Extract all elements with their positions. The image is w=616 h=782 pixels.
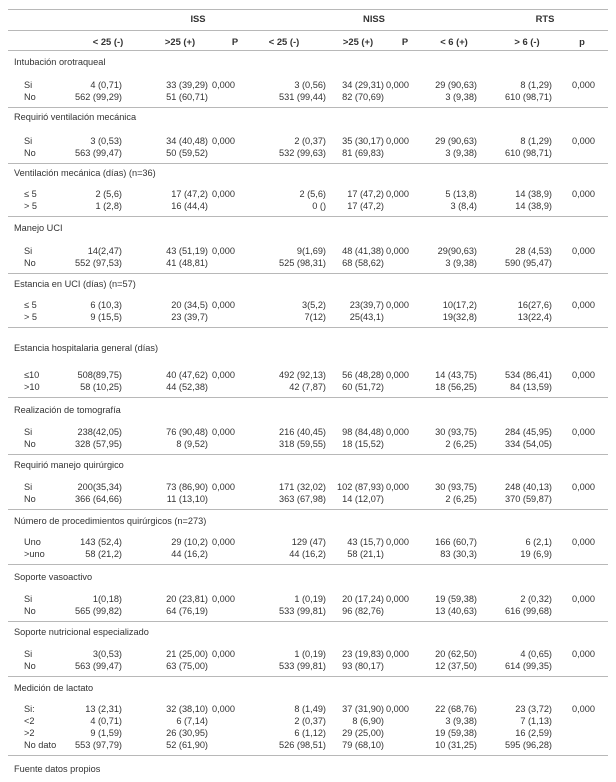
- row-label: Si: [24, 649, 33, 659]
- row-label: Si: [24, 80, 33, 90]
- table-cell: 7(12): [304, 312, 326, 322]
- table-cell: 0,000: [572, 704, 595, 714]
- table-cell: 552 (97,53): [75, 258, 122, 268]
- table-cell: 0,000: [572, 482, 595, 492]
- table-cell: 83 (30,3): [440, 549, 477, 559]
- table-cell: 2 (5,6): [299, 189, 326, 199]
- table-cell: 96 (82,76): [342, 606, 384, 616]
- table-cell: 19 (59,38): [435, 728, 477, 738]
- table-cell: 84 (13,59): [510, 382, 552, 392]
- section-divider: [8, 327, 608, 328]
- row-label: No: [24, 661, 36, 671]
- section-title: Estancia en UCI (días) (n=57): [14, 279, 136, 289]
- table-cell: 44 (16,2): [171, 549, 208, 559]
- table-cell: 492 (92,13): [279, 370, 326, 380]
- table-cell: 3 (9,38): [445, 92, 477, 102]
- table-cell: 102 (87,93): [337, 482, 384, 492]
- table-cell: 533 (99,81): [279, 661, 326, 671]
- table-cell: 2 (5,6): [95, 189, 122, 199]
- row-label: No: [24, 439, 36, 449]
- table-cell: 0,000: [572, 537, 595, 547]
- section-title: Requirió ventilación mecánica: [14, 112, 137, 122]
- row-label: Si:: [24, 704, 35, 714]
- table-cell: 37 (31,90): [342, 704, 384, 714]
- table-cell: 81 (69,83): [342, 148, 384, 158]
- table-cell: 0,000: [572, 246, 595, 256]
- table-cell: 0,000: [386, 427, 409, 437]
- row-label: ≤ 5: [24, 300, 37, 310]
- table-cell: 318 (59,55): [279, 439, 326, 449]
- table-cell: 171 (32,02): [279, 482, 326, 492]
- section-divider: [8, 273, 608, 274]
- table-cell: 0,000: [386, 482, 409, 492]
- table-cell: 14 (38,9): [515, 201, 552, 211]
- table-cell: 526 (98,51): [279, 740, 326, 750]
- table-cell: 2 (6,25): [445, 439, 477, 449]
- row-label: Si: [24, 246, 33, 256]
- table-cell: 0,000: [572, 649, 595, 659]
- table-cell: 34 (29,31): [342, 80, 384, 90]
- table-cell: 1 (0,19): [294, 649, 326, 659]
- table-cell: 26 (30,95): [166, 728, 208, 738]
- group-header: ISS: [190, 13, 206, 24]
- table-cell: 42 (7,87): [289, 382, 326, 392]
- table-cell: 18 (15,52): [342, 439, 384, 449]
- section-title: Número de procedimientos quirúrgicos (n=273): [14, 516, 207, 526]
- row-label: >10: [24, 382, 40, 392]
- table-cell: 0,000: [386, 649, 409, 659]
- table-cell: 22 (68,76): [435, 704, 477, 714]
- table-cell: 238(42,05): [77, 427, 122, 437]
- table-cell: 3 (0,56): [294, 80, 326, 90]
- table-cell: 616 (99,68): [505, 606, 552, 616]
- table-cell: 0,000: [212, 370, 235, 380]
- row-label: > 5: [24, 201, 38, 211]
- table-cell: 48 (41,38): [342, 246, 384, 256]
- table-cell: 82 (70,69): [342, 92, 384, 102]
- group-header: RTS: [535, 13, 555, 24]
- table-cell: 0,000: [572, 427, 595, 437]
- table-cell: 35 (30,17): [342, 136, 384, 146]
- table-cell: 63 (75,00): [166, 661, 208, 671]
- section-divider: [8, 397, 608, 398]
- table-cell: 9 (15,5): [90, 312, 122, 322]
- table-cell: 0,000: [212, 189, 235, 199]
- section-divider: [8, 509, 608, 510]
- table-cell: 610 (98,71): [505, 148, 552, 158]
- table-cell: 58 (21,1): [347, 549, 384, 559]
- row-label: <2: [24, 716, 35, 726]
- table-cell: 76 (90,48): [166, 427, 208, 437]
- table-cell: 2 (0,37): [294, 136, 326, 146]
- table-cell: 3(5,2): [301, 300, 326, 310]
- group-rule: [8, 30, 608, 31]
- table-cell: 8 (1,29): [520, 136, 552, 146]
- table-cell: 68 (58,62): [342, 258, 384, 268]
- table-cell: 13 (2,31): [85, 704, 122, 714]
- table-cell: 41 (48,81): [166, 258, 208, 268]
- table-cell: 17 (47,2): [347, 189, 384, 199]
- table-cell: 143 (52,4): [80, 537, 122, 547]
- table-cell: 284 (45,95): [505, 427, 552, 437]
- table-cell: 21 (25,00): [166, 649, 208, 659]
- section-title: Ventilación mecánica (días) (n=36): [14, 168, 156, 178]
- table-cell: 40 (47,62): [166, 370, 208, 380]
- row-label: Si: [24, 594, 33, 604]
- row-label: >2: [24, 728, 35, 738]
- section-title: Soporte nutricional especializado: [14, 627, 149, 637]
- table-cell: 32 (38,10): [166, 704, 208, 714]
- table-cell: 20 (62,50): [435, 649, 477, 659]
- row-label: No: [24, 606, 36, 616]
- table-cell: 34 (40,48): [166, 136, 208, 146]
- table-cell: 1 (0,19): [294, 594, 326, 604]
- section-title: Intubación orotraqueal: [14, 57, 106, 67]
- table-cell: 0,000: [572, 300, 595, 310]
- table-cell: 525 (98,31): [279, 258, 326, 268]
- row-label: ≤ 5: [24, 189, 37, 199]
- row-label: Si: [24, 136, 33, 146]
- section-divider: [8, 163, 608, 164]
- table-cell: 13 (40,63): [435, 606, 477, 616]
- table-cell: 553 (97,79): [75, 740, 122, 750]
- table-cell: 30 (93,75): [435, 482, 477, 492]
- table-cell: 29(90,63): [437, 246, 477, 256]
- table-cell: 60 (51,72): [342, 382, 384, 392]
- top-rule: [8, 9, 608, 10]
- table-cell: 58 (21,2): [85, 549, 122, 559]
- table-cell: 328 (57,95): [75, 439, 122, 449]
- table-cell: 370 (59,87): [505, 494, 552, 504]
- table-cell: 6 (7,14): [176, 716, 208, 726]
- column-header: < 25 (-): [92, 36, 124, 47]
- table-cell: 16 (44,4): [171, 201, 208, 211]
- row-label: No dato: [24, 740, 57, 750]
- table-cell: 590 (95,47): [505, 258, 552, 268]
- table-cell: 8 (6,90): [352, 716, 384, 726]
- table-cell: 3 (0,53): [90, 136, 122, 146]
- section-title: Soporte vasoactivo: [14, 572, 93, 582]
- table-cell: 614 (99,35): [505, 661, 552, 671]
- table-cell: 6 (2,1): [525, 537, 552, 547]
- table-cell: 0,000: [386, 370, 409, 380]
- section-title: Manejo UCI: [14, 223, 63, 233]
- column-header: P: [401, 36, 409, 47]
- table-cell: 166 (60,7): [435, 537, 477, 547]
- table-cell: 20 (34,5): [171, 300, 208, 310]
- section-divider: [8, 107, 608, 108]
- section-title: Requirió manejo quirúrgico: [14, 460, 124, 470]
- table-cell: 0,000: [572, 594, 595, 604]
- table-cell: 534 (86,41): [505, 370, 552, 380]
- table-cell: 93 (80,17): [342, 661, 384, 671]
- table-cell: 7 (1,13): [520, 716, 552, 726]
- table-cell: 20 (23,81): [166, 594, 208, 604]
- table-cell: 0 (): [312, 201, 326, 211]
- table-cell: 14 (38,9): [515, 189, 552, 199]
- section-divider: [8, 564, 608, 565]
- table-cell: 0,000: [386, 537, 409, 547]
- table-cell: 1(0,18): [92, 594, 122, 604]
- table-cell: 17 (47,2): [171, 189, 208, 199]
- table-cell: 0,000: [212, 594, 235, 604]
- table-cell: 334 (54,05): [505, 439, 552, 449]
- section-divider: [8, 755, 608, 756]
- table-cell: 129 (47): [291, 537, 326, 547]
- table-cell: 0,000: [386, 246, 409, 256]
- table-cell: 0,000: [386, 189, 409, 199]
- row-label: > 5: [24, 312, 38, 322]
- table-cell: 23 (3,72): [515, 704, 552, 714]
- table-cell: 79 (68,10): [342, 740, 384, 750]
- table-cell: 0,000: [212, 427, 235, 437]
- row-label: No: [24, 494, 36, 504]
- column-header: >25 (+): [342, 36, 374, 47]
- table-cell: 0,000: [212, 300, 235, 310]
- table-cell: 14 (43,75): [435, 370, 477, 380]
- table-cell: 8 (1,29): [520, 80, 552, 90]
- section-divider: [8, 676, 608, 677]
- table-cell: 14(2,47): [87, 246, 122, 256]
- table-cell: 6 (10,3): [90, 300, 122, 310]
- row-label: No: [24, 258, 36, 268]
- table-cell: 610 (98,71): [505, 92, 552, 102]
- table-cell: 200(35,34): [77, 482, 122, 492]
- table-cell: 0,000: [212, 136, 235, 146]
- table-cell: 2 (6,25): [445, 494, 477, 504]
- table-cell: 19 (6,9): [520, 549, 552, 559]
- table-cell: 4 (0,65): [520, 649, 552, 659]
- table-cell: 16 (2,59): [515, 728, 552, 738]
- column-header: < 25 (-): [268, 36, 300, 47]
- table-cell: 56 (48,28): [342, 370, 384, 380]
- column-header: < 6 (+): [440, 36, 468, 47]
- table-cell: 12 (37,50): [435, 661, 477, 671]
- table-cell: 51 (60,71): [166, 92, 208, 102]
- table-cell: 563 (99,47): [75, 148, 122, 158]
- table-cell: 29 (90,63): [435, 136, 477, 146]
- table-cell: 8 (1,49): [294, 704, 326, 714]
- table-cell: 363 (67,98): [279, 494, 326, 504]
- table-cell: 44 (52,38): [166, 382, 208, 392]
- column-header: P: [231, 36, 239, 47]
- table-cell: 366 (64,66): [75, 494, 122, 504]
- table-cell: 4 (0,71): [90, 716, 122, 726]
- table-cell: 0,000: [572, 80, 595, 90]
- table-cell: 0,000: [572, 136, 595, 146]
- table-cell: 563 (99,47): [75, 661, 122, 671]
- table-cell: 4 (0,71): [90, 80, 122, 90]
- column-header: >25 (+): [164, 36, 196, 47]
- table-cell: 16(27,6): [517, 300, 552, 310]
- table-cell: 0,000: [386, 300, 409, 310]
- table-cell: 3 (9,38): [445, 258, 477, 268]
- table-cell: 0,000: [386, 704, 409, 714]
- table-cell: 58 (10,25): [80, 382, 122, 392]
- table-cell: 23 (39,7): [171, 312, 208, 322]
- table-cell: 98 (84,48): [342, 427, 384, 437]
- row-label: Si: [24, 482, 33, 492]
- footnote: Fuente datos propios: [14, 764, 101, 774]
- table-cell: 50 (59,52): [166, 148, 208, 158]
- table-cell: 5 (13,8): [445, 189, 477, 199]
- table-cell: 33 (39,29): [166, 80, 208, 90]
- row-label: Uno: [24, 537, 41, 547]
- table-cell: 533 (99,81): [279, 606, 326, 616]
- table-cell: 2 (0,32): [520, 594, 552, 604]
- group-header: NISS: [363, 13, 385, 24]
- table-cell: 532 (99,63): [279, 148, 326, 158]
- row-label: Si: [24, 427, 33, 437]
- table-cell: 6 (1,12): [294, 728, 326, 738]
- section-divider: [8, 216, 608, 217]
- table-cell: 8 (9,52): [176, 439, 208, 449]
- table-cell: 25(43,1): [349, 312, 384, 322]
- section-divider: [8, 621, 608, 622]
- table-cell: 23(39,7): [349, 300, 384, 310]
- row-label: No: [24, 148, 36, 158]
- table-cell: 19 (59,38): [435, 594, 477, 604]
- table-cell: 14 (12,07): [342, 494, 384, 504]
- table-cell: 30 (93,75): [435, 427, 477, 437]
- table-cell: 43 (15,7): [347, 537, 384, 547]
- table-cell: 565 (99,82): [75, 606, 122, 616]
- table-cell: 3 (9,38): [445, 148, 477, 158]
- table-cell: 52 (61,90): [166, 740, 208, 750]
- table-cell: 0,000: [212, 80, 235, 90]
- column-header: > 6 (-): [514, 36, 540, 47]
- table-cell: 562 (99,29): [75, 92, 122, 102]
- table-cell: 11 (13,10): [166, 494, 208, 504]
- table-cell: 508(89,75): [77, 370, 122, 380]
- table-cell: 18 (56,25): [435, 382, 477, 392]
- table-cell: 216 (40,45): [279, 427, 326, 437]
- table-cell: 64 (76,19): [166, 606, 208, 616]
- table-cell: 29 (25,00): [342, 728, 384, 738]
- table-cell: 17 (47,2): [347, 201, 384, 211]
- table-cell: 0,000: [572, 189, 595, 199]
- row-label: >uno: [24, 549, 45, 559]
- header-rule: [8, 50, 608, 51]
- table-cell: 531 (99,44): [279, 92, 326, 102]
- table-cell: 248 (40,13): [505, 482, 552, 492]
- table-cell: 44 (16,2): [289, 549, 326, 559]
- table-cell: 9 (1,59): [90, 728, 122, 738]
- table-cell: 13(22,4): [517, 312, 552, 322]
- table-cell: 20 (17,24): [342, 594, 384, 604]
- section-divider: [8, 454, 608, 455]
- section-title: Estancia hospitalaria general (días): [14, 343, 159, 353]
- table-cell: 9(1,69): [296, 246, 326, 256]
- table-cell: 28 (4,53): [515, 246, 552, 256]
- table-cell: 595 (96,28): [505, 740, 552, 750]
- table-cell: 0,000: [572, 370, 595, 380]
- row-label: No: [24, 92, 36, 102]
- section-title: Realización de tomografía: [14, 405, 121, 415]
- table-cell: 1 (2,8): [95, 201, 122, 211]
- table-cell: 43 (51,19): [166, 246, 208, 256]
- table-cell: 0,000: [212, 649, 235, 659]
- table-cell: 0,000: [212, 537, 235, 547]
- table-cell: 3 (8,4): [450, 201, 477, 211]
- table-cell: 0,000: [386, 136, 409, 146]
- section-title: Medición de lactato: [14, 683, 94, 693]
- table-cell: 19(32,8): [442, 312, 477, 322]
- table-cell: 23 (19,83): [342, 649, 384, 659]
- table-cell: 3 (9,38): [445, 716, 477, 726]
- table-cell: 10(17,2): [442, 300, 477, 310]
- row-label: ≤10: [24, 370, 40, 380]
- table-cell: 0,000: [212, 482, 235, 492]
- table-cell: 10 (31,25): [435, 740, 477, 750]
- table-cell: 73 (86,90): [166, 482, 208, 492]
- table-cell: 0,000: [212, 704, 235, 714]
- table-cell: 0,000: [212, 246, 235, 256]
- table-cell: 2 (0,37): [294, 716, 326, 726]
- column-header: p: [579, 36, 585, 47]
- table-cell: 0,000: [386, 594, 409, 604]
- table-cell: 0,000: [386, 80, 409, 90]
- table-cell: 29 (90,63): [435, 80, 477, 90]
- table-cell: 3(0,53): [92, 649, 122, 659]
- table-cell: 29 (10,2): [171, 537, 208, 547]
